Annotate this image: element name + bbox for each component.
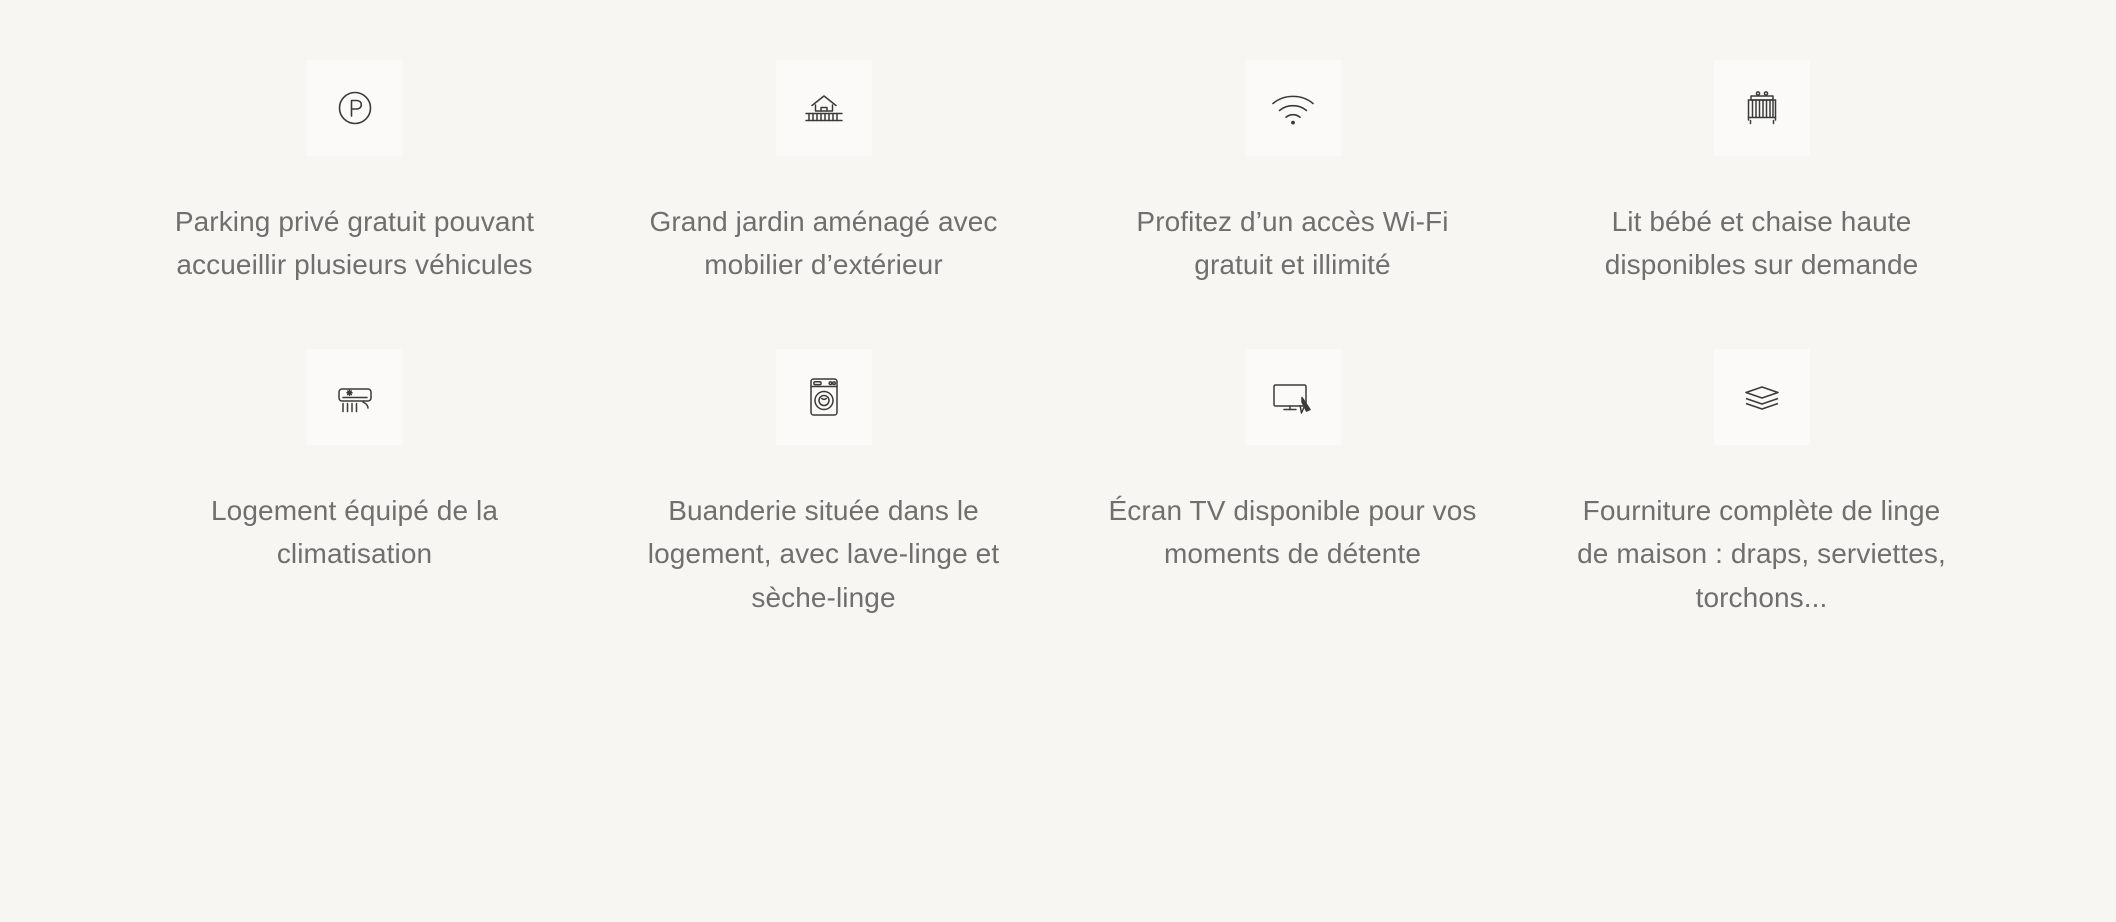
amenity-label: Parking privé gratuit pouvant accueillir plusieurs véhicules (174, 206, 535, 281)
amenity-label: Lit bébé et chaise haute disponibles sur demande (1604, 206, 1919, 281)
parking-icon (307, 60, 403, 156)
amenity-item-washing-machine (589, 349, 1058, 619)
amenity-label: Grand jardin aménagé avec mobilier d’extérieur (649, 206, 998, 281)
amenity-item-folded-linen (1527, 349, 1996, 619)
baby-crib-icon (1714, 60, 1810, 156)
amenity-grid (120, 60, 1996, 619)
tv-screen-icon (1245, 349, 1341, 445)
air-conditioning-icon (307, 349, 403, 445)
amenity-label: Écran TV disponible pour vos moments de détente (1108, 494, 1477, 570)
amenity-label: Logement équipé de la climatisation (211, 494, 498, 570)
amenity-label: Fourniture complète de linge de maison : draps, serviettes, torchons... (1577, 494, 1946, 613)
amenity-item-wifi (1058, 60, 1527, 287)
amenity-label: Profitez d’un accès Wi-Fi gratuit et illimité (1136, 206, 1449, 281)
amenity-item-parking (120, 60, 589, 287)
amenity-item-garden (589, 60, 1058, 287)
wifi-icon (1245, 60, 1341, 156)
amenity-item-air-conditioning (120, 349, 589, 619)
garden-icon (776, 60, 872, 156)
amenity-item-baby-crib (1527, 60, 1996, 287)
folded-linen-icon (1714, 349, 1810, 445)
washing-machine-icon (776, 349, 872, 445)
amenity-label: Buanderie située dans le logement, avec lave-linge et sèche-linge (647, 494, 1000, 613)
amenity-item-tv-screen (1058, 349, 1527, 619)
